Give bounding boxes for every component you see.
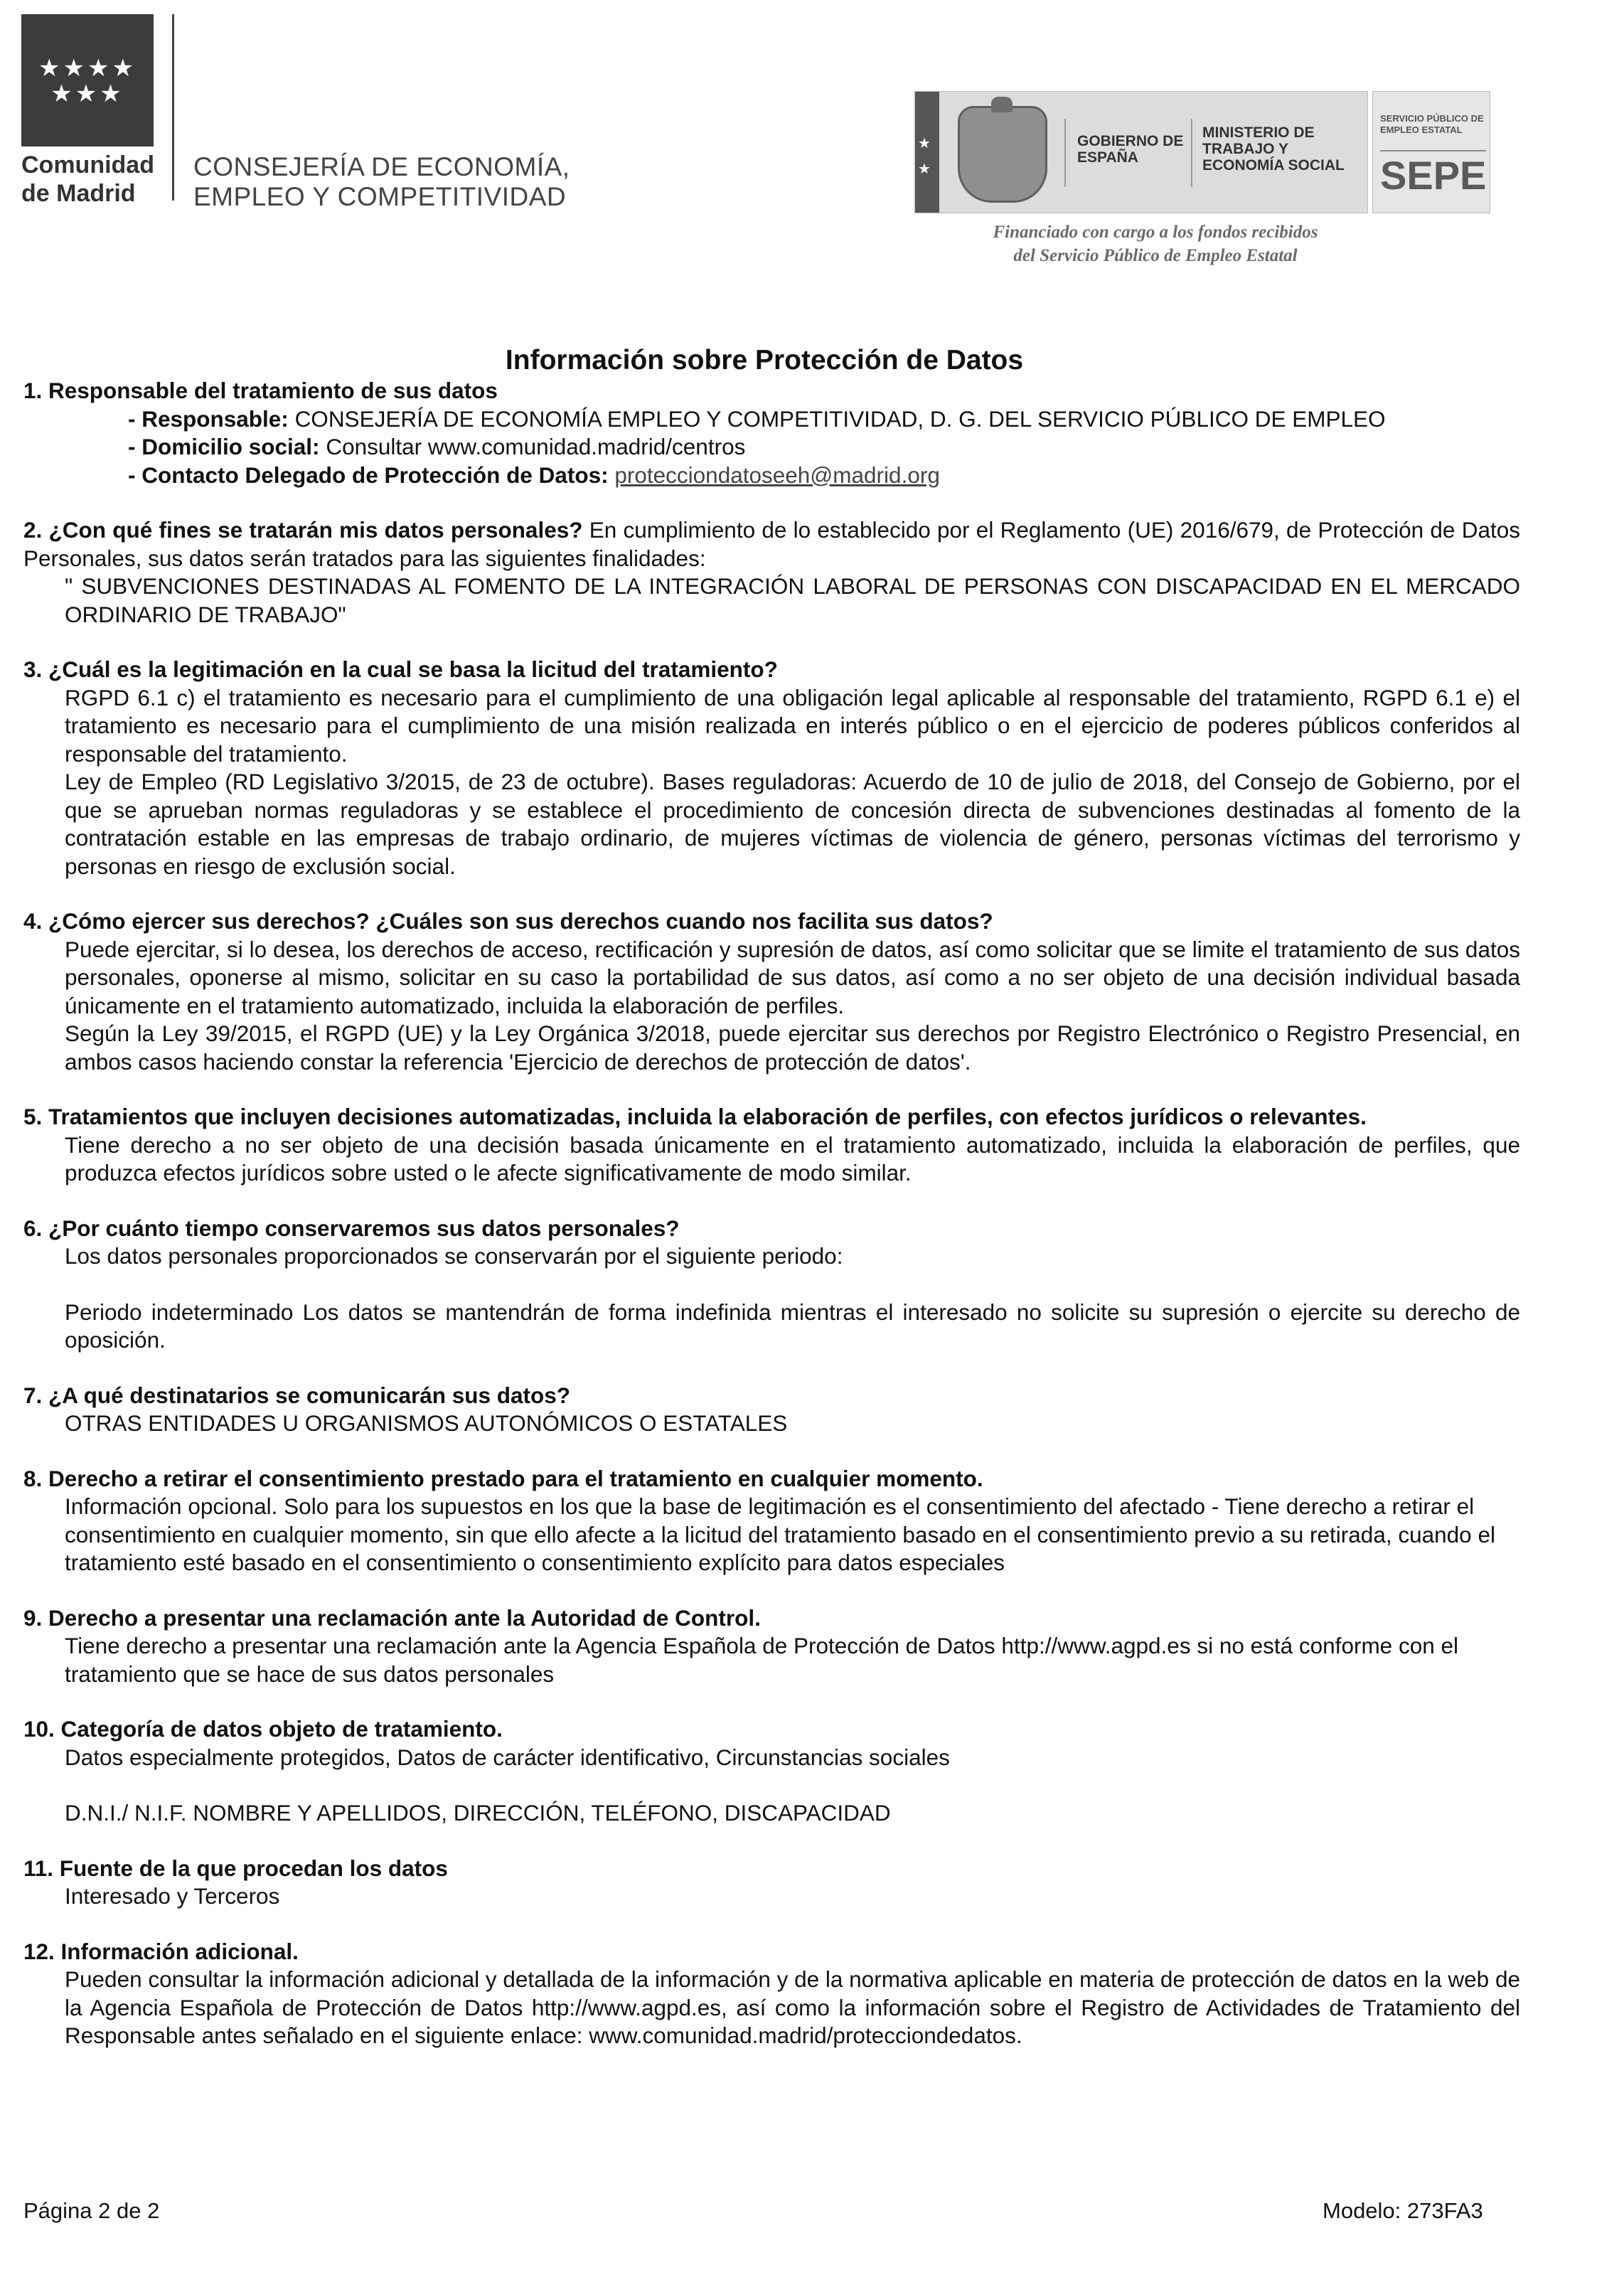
section-7 [23,1382,1520,1438]
responsable-value: CONSEJERÍA DE ECONOMÍA EMPLEO Y COMPETITIVIDAD, D. G. DEL SERVICIO PÚBLICO DE EMPLEO [294,405,1386,432]
sepe-subtitle: SERVICIO PÚBLICO DE EMPLEO ESTATAL [1380,113,1484,135]
ministerio-label: MINISTERIO DE TRABAJO Y ECONOMÍA SOCIAL [1202,124,1345,174]
section-9-title: 9. Derecho a presentar una reclamación ante la Autoridad de Control. [23,1604,761,1631]
section-8 [23,1465,1520,1577]
section-2-title: 2. ¿Con qué fines se tratarán mis datos personales? [23,517,583,543]
section-1 [23,377,1520,489]
section-12-paragraph-1: Pueden consultar la información adicional y detallada de la información y de la normativa aplicable en materia de protección de datos en la web de la Agencia Española de Protección de Datos http://www.agpd.es, así como la información sobre el Registro de Actividades de Tratamiento del Responsable antes señalado en el siguiente enlace: www.comunidad.madrid/protecciondedatos. [65,1966,1520,2048]
section-11-paragraph-1: Interesado y Terceros [65,1883,280,1909]
section-5-title: 5. Tratamientos que incluyen decisiones automatizadas, incluida la elaboración de perfiles, con efectos jurídicos o relevantes. [23,1104,1367,1129]
document-title: Información sobre Protección de Datos [505,345,1024,375]
coat-of-arms-icon [958,106,1047,203]
section-8-title: 8. Derecho a retirar el consentimiento prestado para el tratamiento en cualquier momento. [23,1465,983,1491]
page-number: Página 2 de 2 [23,2198,160,2223]
section-2-finalidad: " SUBVENCIONES DESTINADAS AL FOMENTO DE LA INTEGRACIÓN LABORAL DE PERSONAS CON DISCAPACIDAD EN EL MERCADO ORDINARIO DE TRABAJO" [65,573,1520,627]
form-model: Modelo: 273FA3 [1323,2198,1483,2223]
section-9 [23,1604,1520,1689]
sepe-wordmark: SEPE [1380,150,1486,197]
section-2-intro [23,516,1520,572]
section-8-paragraph-1: Información opcional. Solo para los supuestos en los que la base de legitimación es el consentimiento del afectado - Tiene derecho a retirar el consentimiento en cualquier momento, sin que ello afecte a la licitud del tratamiento basado en el consentimiento previo a su retirada, cuando el tratamiento esté basado en el consentimiento o consentimiento explícito para datos especiales [65,1493,1495,1575]
gobierno-label: GOBIERNO DE ESPAÑA [1077,133,1184,166]
section-1-title: 1. Responsable del tratamiento de sus datos [23,378,498,403]
domicilio-value: Consultar www.comunidad.madrid/centros [326,434,746,459]
funding-note-line2: del Servicio Público de Empleo Estatal [1013,246,1298,265]
section-7-paragraph-1: OTRAS ENTIDADES U ORGANISMOS AUTONÓMICOS O ESTATALES [65,1410,788,1436]
sepe-logo [1372,91,1490,213]
section-3-paragraph-1: RGPD 6.1 c) el tratamiento es necesario para el cumplimiento de una obligación legal aplicable al responsable del tratamiento, RGPD 6.1 e) el tratamiento es necesario para el cumplimiento de una misión realizada en interés público o en el ejercicio de poderes públicos conferidos al responsable del tratamiento. [65,684,1520,767]
contacto-email-link[interactable]: protecciondatoseeh@madrid.org [614,462,940,488]
document-body [23,377,1520,2050]
header-divider [172,14,174,201]
section-6-paragraph-2: Periodo indeterminado Los datos se mantendrán de forma indefinida mientras el interesado no solicite su supresión o ejercite su derecho de oposición. [65,1299,1520,1353]
stars-icon: ★★★★ ★★★ [38,55,137,107]
eu-flag-icon: ★ ★ [915,92,939,213]
domicilio-label: - Domicilio social: [128,434,320,459]
domicilio-line [23,433,1520,462]
section-6 [23,1215,1520,1355]
contacto-line [23,462,1520,490]
funding-note-line1: Financiado con cargo a los fondos recibidos [993,223,1318,242]
section-11-title: 11. Fuente de la que procedan los datos [23,1855,448,1881]
comunidad-madrid-logo [21,14,154,146]
section-4-paragraph-2: Según la Ley 39/2015, el RGPD (UE) y la Ley Orgánica 3/2018, puede ejercitar sus derechos por Registro Electrónico o Registro Presencial, en ambos casos haciendo constar la referencia 'Ejercicio de derechos de protección de datos'. [65,1021,1520,1075]
section-2 [23,516,1520,629]
funding-note [924,220,1387,267]
section-12 [23,1938,1520,2050]
section-10-title: 10. Categoría de datos objeto de tratamiento. [23,1716,503,1742]
section-9-paragraph-1: Tiene derecho a presentar una reclamación ante la Agencia Española de Protección de Datos http://www.agpd.es si no está conforme con el tratamiento que se hace de sus datos personales [65,1633,1459,1687]
section-5-paragraph-1: Tiene derecho a no ser objeto de una decisión basada únicamente en el tratamiento automatizado, incluida la elaboración de perfiles, que produzca efectos jurídicos sobre usted o le afecte significativamente de modo similar. [65,1131,1520,1185]
section-12-title: 12. Información adicional. [23,1938,299,1964]
section-7-title: 7. ¿A qué destinatarios se comunicarán sus datos? [23,1382,571,1408]
section-5 [23,1103,1520,1188]
section-10-paragraph-1: Datos especialmente protegidos, Datos de carácter identificativo, Circunstancias sociales [65,1744,950,1770]
gobierno-espana-banner [914,91,1368,213]
community-name: Comunidad de Madrid [21,151,154,207]
section-3-paragraph-2: Ley de Empleo (RD Legislativo 3/2015, de 23 de octubre). Bases reguladoras: Acuerdo de 10 de julio de 2018, del Consejo de Gobierno, por el que se aprueban normas reguladoras y se establece el procedimiento de concesión directa de subvenciones destinadas al fomento de la contratación estable en las empresas de trabajo ordinario, de mujeres víctimas de violencia de género, personas víctimas del terrorismo y personas en riesgo de exclusión social. [65,769,1520,879]
section-4 [23,907,1520,1076]
section-3-title: 3. ¿Cuál es la legitimación en la cual se basa la licitud del tratamiento? [23,656,778,682]
section-10-paragraph-2: D.N.I./ N.I.F. NOMBRE Y APELLIDOS, DIRECCIÓN, TELÉFONO, DISCAPACIDAD [65,1800,891,1826]
contacto-label: - Contacto Delegado de Protección de Datos: [128,462,609,488]
section-3 [23,656,1520,880]
section-4-paragraph-1: Puede ejercitar, si lo desea, los derechos de acceso, rectificación y supresión de datos, así como solicitar que se limite el tratamiento de sus datos personales, oponerse al mismo, solicitar en su caso la portabilidad de sus datos, así como a no ser objeto de una decisión individual basada únicamente en el tratamiento automatizado, incluida la elaboración de perfiles. [65,936,1520,1018]
section-2-intro-text: En cumplimiento de lo establecido por el Reglamento (UE) 2016/679, de Protección de Datos Personales, sus datos serán tratados para las siguientes finalidades: [23,517,1520,571]
responsable-line [23,405,1520,434]
responsable-label: - Responsable: [128,405,289,432]
section-6-paragraph-1: Los datos personales proporcionados se conservarán por el siguiente periodo: [65,1243,843,1269]
section-10 [23,1715,1520,1828]
section-4-title: 4. ¿Cómo ejercer sus derechos? ¿Cuáles son sus derechos cuando nos facilita sus datos? [23,908,993,934]
section-11 [23,1855,1520,1911]
section-6-title: 6. ¿Por cuánto tiempo conservaremos sus datos personales? [23,1215,680,1241]
consejeria-name: CONSEJERÍA DE ECONOMÍA, EMPLEO Y COMPETITIVIDAD [193,152,570,211]
